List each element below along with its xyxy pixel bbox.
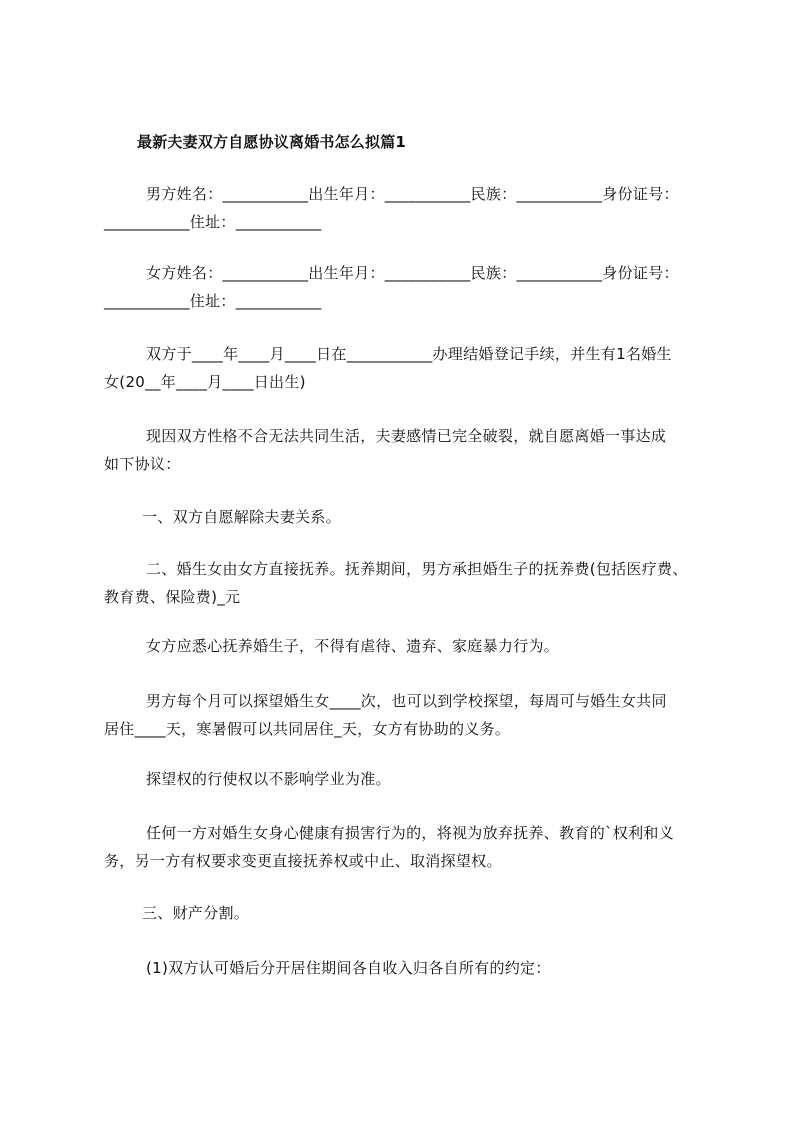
paragraph-clause-2 [104, 555, 724, 611]
paragraph-line: 探望权的行使权以不影响学业为准。 [146, 770, 391, 788]
paragraph-clause-1 [104, 503, 724, 531]
paragraph-visitation-limit [104, 765, 724, 793]
paragraph-line: 双方于____年____月____日在___________办理结婚登记手续，并生有1名婚生 [146, 345, 672, 363]
paragraph-line: 二、婚生女由女方直接抚养。抚养期间，男方承担婚生子的抚养费(包括医疗费、 [146, 560, 688, 578]
paragraph-property-1 [104, 954, 724, 982]
paragraph-line: ___________住址：___________ [104, 292, 322, 310]
paragraph-reason [104, 422, 724, 478]
paragraph-line: (1)双方认可婚后分开居住期间各自收入归各自所有的约定： [146, 959, 551, 977]
paragraph-line: 女方姓名：___________出生年月：___________民族：___________身份证号： [146, 264, 679, 282]
paragraph-line: 居住____天，寒暑假可以共同居住_天，女方有协助的义务。 [104, 720, 511, 738]
paragraph-female-duty [104, 632, 724, 660]
paragraph-line: 现因双方性格不合无法共同生活，夫妻感情已完全破裂，就自愿离婚一事达成 [146, 427, 667, 445]
paragraph-harm-clause [104, 819, 724, 875]
paragraph-line: 男方姓名：___________出生年月：___________民族：___________身份证号： [146, 185, 679, 203]
paragraph-marriage-registration [104, 340, 724, 396]
paragraph-line: 女(20__年____月____日出生) [104, 373, 306, 391]
document-title: 最新夫妻双方自愿协议离婚书怎么拟篇1 [137, 133, 407, 151]
paragraph-line: 务，另一方有权要求变更直接抚养权或中止、取消探望权。 [104, 852, 502, 870]
paragraph-female-info [104, 259, 724, 315]
paragraph-line: 三、财产分割。 [142, 904, 250, 922]
paragraph-line: 女方应悉心抚养婚生子，不得有虐待、遗弃、家庭暴力行为。 [146, 637, 560, 655]
paragraph-line: 如下协议： [104, 455, 181, 473]
paragraph-male-info [104, 180, 724, 236]
paragraph-line: 男方每个月可以探望婚生女____次，也可以到学校探望，每周可与婚生女共同 [146, 692, 667, 710]
paragraph-line: 任何一方对婚生女身心健康有损害行为的，将视为放弃抚养、教育的`权利和义 [146, 824, 675, 842]
paragraph-line: 教育费、保险费)_元 [104, 588, 241, 606]
paragraph-line: 一、双方自愿解除夫妻关系。 [142, 508, 341, 526]
paragraph-line: ___________住址：___________ [104, 213, 322, 231]
paragraph-visitation [104, 687, 724, 743]
paragraph-clause-3 [104, 899, 724, 927]
